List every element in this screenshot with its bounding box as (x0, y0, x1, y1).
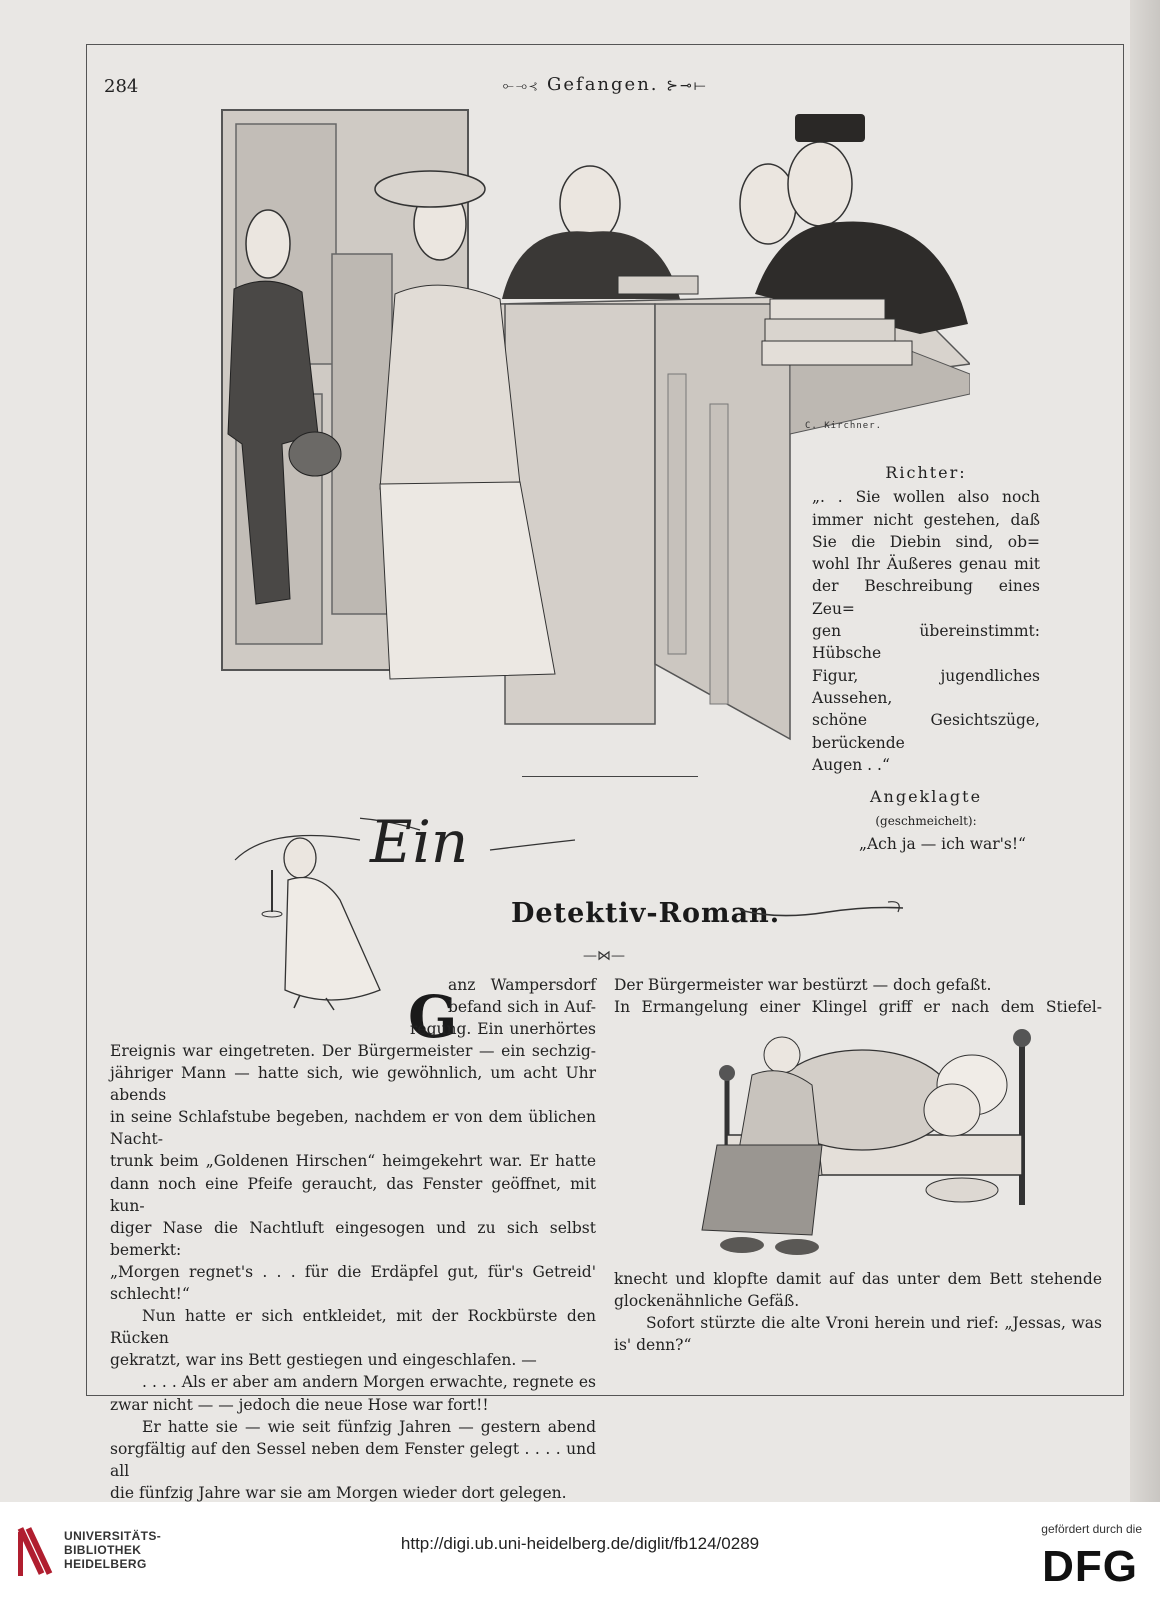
ornament-right: ⊱⊸⟝ (666, 78, 708, 94)
text-line: Er hatte sie — wie seit fünfzig Jahren — gestern abend (142, 1417, 596, 1436)
text-line: glockenähnliche Gefäß. (614, 1292, 800, 1311)
defendant-reply: „Ach ja — ich war's!“ (858, 834, 1026, 853)
caption-line: Augen . .“ (812, 755, 890, 774)
text-line: dann noch eine Pfeife geraucht, das Fenster geöffnet, mit kun- (110, 1174, 596, 1215)
text-line: befand sich in Auf- (448, 998, 596, 1017)
library-name-line: UNIVERSITÄTS- (64, 1529, 162, 1543)
text-line: Sofort stürzte die alte Vroni herein und rief: „Jessas, was (646, 1314, 1102, 1333)
caption-line: Figur, jugendliches Aussehen, (812, 666, 1040, 707)
text-line: anz Wampersdorf (448, 976, 596, 994)
story-title-script (360, 800, 580, 890)
dropcap-lines (410, 974, 596, 1040)
university-library-logo-icon[interactable] (14, 1522, 54, 1580)
permalink[interactable]: http://digi.ub.uni-heidelberg.de/diglit/fb124/0289 (400, 1534, 760, 1553)
text-line: die fünfzig Jahre war sie am Morgen wieder dort gelegen. (110, 1483, 567, 1502)
ornament-left: ⟜⊸⊰ (502, 78, 540, 94)
stage-direction: (geschmeichelt): (875, 814, 977, 829)
speaker-judge: Richter: (885, 463, 967, 482)
sponsor-text: gefördert durch die (1041, 1522, 1142, 1536)
text-line: trunk beim „Goldenen Hirschen“ heimgekehrt war. Er hatte (110, 1152, 596, 1171)
text-line: . . . . Als er aber am andern Morgen erwachte, regnete es (142, 1373, 596, 1392)
story-separator: —⋈— (583, 948, 625, 964)
text-line: regung. Ein unerhörtes (410, 1020, 596, 1039)
dfg-logo[interactable]: DFG (1042, 1542, 1138, 1591)
drop-cap: G (408, 983, 458, 1051)
text-line: in seine Schlafstube begeben, nachdem er von dem üblichen Nacht- (110, 1108, 596, 1149)
text-line: „Morgen regnet's . . . für die Erdäpfel gut, für's Getreid' schlecht!“ (110, 1262, 596, 1304)
text-line: gekratzt, war ins Bett gestiegen und eingeschlafen. — (110, 1351, 537, 1370)
right-column-bottom (614, 1268, 1102, 1356)
caption-line: Sie die Diebin sind, ob= (812, 532, 1040, 551)
running-title: Gefangen. (547, 74, 659, 95)
text-line: knecht und klopfte damit auf das unter dem Bett stehende (614, 1270, 1102, 1288)
text-line: Nun hatte er sich entkleidet, mit der Rockbürste den Rücken (110, 1307, 596, 1348)
story-title: Detektiv-Roman. (511, 898, 781, 929)
page-number: 284 (104, 76, 139, 97)
caption-line: schöne Gesichtszüge, berückende (812, 711, 1040, 752)
cartoon-caption (812, 460, 1040, 855)
library-name[interactable] (64, 1529, 161, 1571)
library-name-line: BIBLIOTHEK (64, 1543, 142, 1557)
caption-line: „. . Sie wollen also noch (812, 488, 1040, 507)
text-line: jähriger Mann — hatte sich, wie gewöhnlich, um acht Uhr abends (110, 1064, 596, 1105)
title-flourish (360, 800, 580, 890)
section-divider (522, 776, 698, 777)
text-line: zwar nicht — — jedoch die neue Hose war fort!! (110, 1395, 489, 1414)
text-line: sorgfältig auf den Sessel neben dem Fenster gelegt . . . . und all (110, 1439, 596, 1480)
script-word: Ein (370, 808, 469, 876)
left-column (110, 1040, 596, 1526)
title-flourish-right (738, 898, 908, 928)
right-column-top (614, 974, 1102, 1018)
text-line: In Ermangelung einer Klingel griff er nach dem Stiefel- (614, 998, 1102, 1017)
text-line: diger Nase die Nachtluft eingesogen und zu sich selbst bemerkt: (110, 1218, 596, 1259)
caption-line: gen übereinstimmt: Hübsche (812, 622, 1040, 663)
text-line: Ereignis war eingetreten. Der Bürgermeister — ein sechzig- (110, 1042, 596, 1060)
library-name-line: HEIDELBERG (64, 1557, 147, 1571)
artist-signature: C. Kirchner. (805, 421, 883, 431)
caption-line: immer nicht gestehen, daß (812, 510, 1040, 529)
caption-line: der Beschreibung eines Zeu= (812, 577, 1040, 618)
bedroom-illustration (672, 1025, 1052, 1260)
text-line: Der Bürgermeister war bestürzt — doch gefaßt. (614, 976, 992, 994)
caption-line: wohl Ihr Äußeres genau mit (812, 555, 1040, 574)
page-spine (1130, 0, 1160, 1502)
speaker-defendant: Angeklagte (869, 787, 983, 807)
running-head (470, 74, 740, 95)
text-line: is' denn?“ (614, 1336, 692, 1355)
